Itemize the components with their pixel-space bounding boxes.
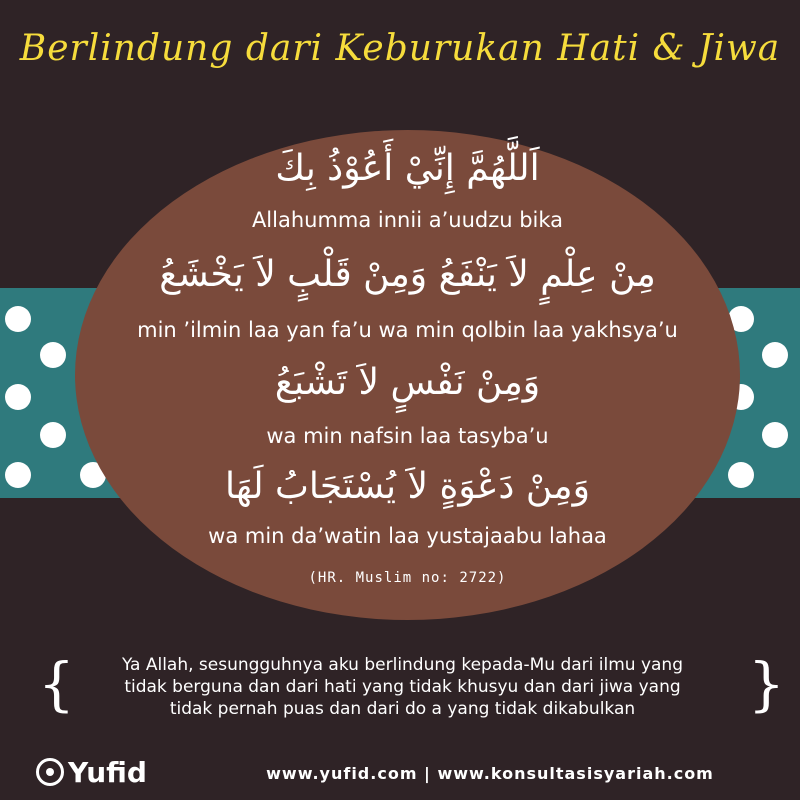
prayer-arabic-line: اَللَّهُمَّ إِنِّيْ أَعُوْذُ بِكَ	[275, 148, 540, 189]
polka-dot	[40, 342, 66, 368]
yufid-logo	[36, 752, 147, 792]
prayer-latin-line: wa min nafsin laa tasyba’u	[266, 424, 549, 448]
polka-dot	[5, 462, 31, 488]
translation-text	[60, 654, 745, 720]
translation-line: tidak berguna dan dari hati yang tidak khusyu dan dari jiwa yang	[124, 677, 681, 697]
footer-urls: www.yufid.com | www.konsultasisyariah.com	[266, 764, 714, 783]
translation-line: tidak pernah puas dan dari do a yang tidak dikabulkan	[169, 699, 636, 719]
polka-dot	[5, 306, 31, 332]
polka-dot	[762, 422, 788, 448]
prayer-arabic-line: مِنْ عِلْمٍ لاَ يَنْفَعُ وَمِنْ قَلْبٍ لاَ يَخْشَعُ	[159, 254, 656, 295]
polka-dot	[5, 384, 31, 410]
translation-line: Ya Allah, sesungguhnya aku berlindung kepada-Mu dari ilmu yang	[121, 655, 683, 675]
prayer-latin-line: wa min da’watin laa yustajaabu lahaa	[208, 524, 607, 548]
poster-title: Berlindung dari Keburukan Hati & Jiwa	[19, 28, 781, 69]
hadith-source: (HR. Muslim no: 2722)	[308, 570, 507, 586]
logo-text: Yufid	[68, 755, 147, 789]
prayer-arabic-line: وَمِنْ نَفْسٍ لاَ تَشْبَعُ	[274, 362, 541, 403]
prayer-latin-line: Allahumma innii a’uudzu bika	[251, 208, 564, 232]
polka-dot	[40, 422, 66, 448]
prayer-arabic-line: وَمِنْ دَعْوَةٍ لاَ يُسْتَجَابُ لَهَا	[225, 466, 590, 507]
yufid-logo-icon	[36, 758, 64, 786]
close-brace: }	[748, 650, 785, 718]
open-brace: {	[38, 650, 75, 718]
prayer-latin-line: min ’ilmin laa yan fa’u wa min qolbin laa yakhsya’u	[137, 318, 678, 342]
polka-dot	[762, 342, 788, 368]
